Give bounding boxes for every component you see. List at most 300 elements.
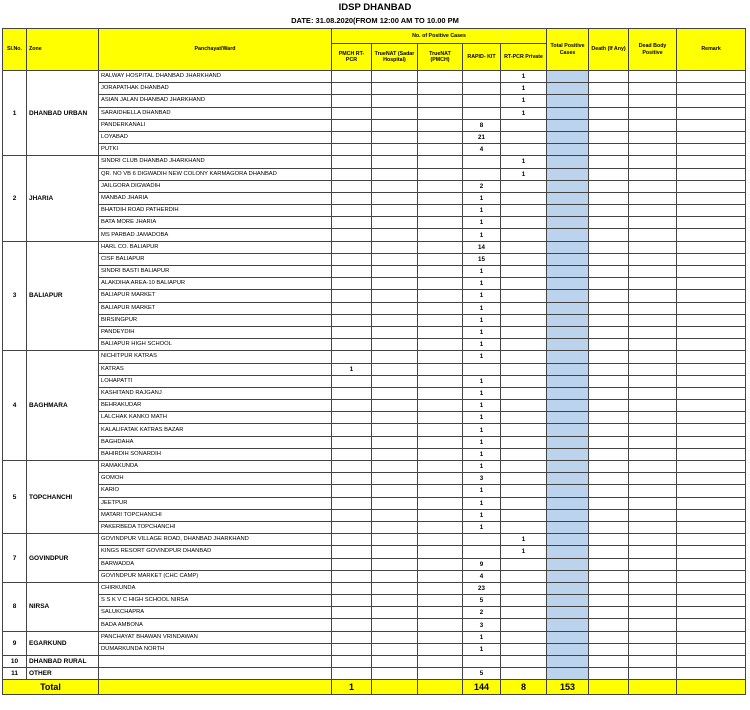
cell-tn-sadar (372, 534, 418, 546)
death-cell (589, 339, 629, 351)
table-row (3, 534, 746, 546)
table-row (3, 595, 746, 607)
death-cell (589, 351, 629, 363)
ward-name: BARWADDA (99, 558, 332, 570)
cell-rtpcr-pvt (501, 302, 547, 314)
cell-tn-pmch (418, 290, 463, 302)
dead-body-cell (629, 473, 677, 485)
remark-cell (677, 558, 746, 570)
remark-cell (677, 375, 746, 387)
cell-tn-sadar (372, 607, 418, 619)
death-cell (589, 448, 629, 460)
remark-cell (677, 253, 746, 265)
death-cell (589, 131, 629, 143)
dead-body-cell (629, 448, 677, 460)
cell-tn-pmch (418, 180, 463, 192)
death-cell (589, 534, 629, 546)
dead-body-cell (629, 278, 677, 290)
cell-rapid: 1 (463, 497, 501, 509)
table-row (3, 546, 746, 558)
table-row (3, 339, 746, 351)
dead-body-cell (629, 253, 677, 265)
ward-name: ASIAN JALAN DHANBAD JHARKHAND (99, 95, 332, 107)
total-positive-cell (547, 205, 589, 217)
zone-name: GOVINDPUR (27, 534, 99, 583)
ward-name: RALWAY HOSPITAL DHANBAD JHARKHAND (99, 71, 332, 83)
total-positive-cell (547, 131, 589, 143)
cell-tn-sadar (372, 278, 418, 290)
cell-rtpcr-pvt (501, 387, 547, 399)
table-row (3, 461, 746, 473)
table-row (3, 192, 746, 204)
remark-cell (677, 582, 746, 594)
zone-slno: 1 (3, 71, 27, 156)
cell-tn-sadar (372, 656, 418, 668)
death-cell (589, 253, 629, 265)
cell-pmch (332, 156, 372, 168)
remark-cell (677, 180, 746, 192)
ward-name: QR. NO VB 6 DIGWADIH NEW COLONY KARMAGORA DHANBAD (99, 168, 332, 180)
death-cell (589, 631, 629, 643)
cell-tn-sadar (372, 71, 418, 83)
cell-rtpcr-pvt (501, 119, 547, 131)
cell-tn-pmch (418, 509, 463, 521)
ward-name: RAMAKUNDA (99, 461, 332, 473)
cell-rapid: 1 (463, 314, 501, 326)
total-positive-cell (547, 631, 589, 643)
ward-name: BALIAPUR HIGH SCHOOL (99, 339, 332, 351)
zone-slno: 3 (3, 241, 27, 351)
cell-pmch (332, 448, 372, 460)
total-positive-cell (547, 497, 589, 509)
ward-name: HARL CO. BALIAPUR (99, 241, 332, 253)
death-cell (589, 668, 629, 680)
total-positive-cell (547, 473, 589, 485)
cell-pmch (332, 119, 372, 131)
total-positive-cell (547, 326, 589, 338)
remark-cell (677, 521, 746, 533)
remark-cell (677, 497, 746, 509)
death-cell (589, 497, 629, 509)
cell-pmch (332, 521, 372, 533)
table-row (3, 643, 746, 655)
dead-body-cell (629, 217, 677, 229)
total-positive-cell (547, 400, 589, 412)
cell-tn-sadar (372, 363, 418, 375)
dead-body-cell (629, 461, 677, 473)
cell-rtpcr-pvt (501, 180, 547, 192)
cell-pmch (332, 107, 372, 119)
table-row (3, 619, 746, 631)
table-row (3, 473, 746, 485)
table-row (3, 205, 746, 217)
remark-cell (677, 509, 746, 521)
total-positive-cell (547, 546, 589, 558)
cell-tn-pmch (418, 424, 463, 436)
death-cell (589, 521, 629, 533)
table-row (3, 521, 746, 533)
total-ward-cell (99, 680, 332, 695)
cell-rapid: 1 (463, 387, 501, 399)
cell-rtpcr-pvt: 1 (501, 71, 547, 83)
cell-rapid: 23 (463, 582, 501, 594)
cell-rapid: 5 (463, 668, 501, 680)
total-positive-cell (547, 387, 589, 399)
table-row (3, 448, 746, 460)
remark-cell (677, 290, 746, 302)
cell-pmch (332, 461, 372, 473)
remark-cell (677, 278, 746, 290)
dead-body-cell (629, 424, 677, 436)
ward-name: BALIAPUR MARKET (99, 290, 332, 302)
cell-pmch (332, 375, 372, 387)
cell-tn-pmch (418, 95, 463, 107)
cell-pmch (332, 668, 372, 680)
header-truenat-sadar: TrueNAT (Sadar Hospital) (372, 44, 418, 71)
dead-body-cell (629, 558, 677, 570)
ward-name: ALAKDIHA AREA-10 BALIAPUR (99, 278, 332, 290)
death-cell (589, 400, 629, 412)
cell-rtpcr-pvt (501, 473, 547, 485)
zone-name: EGARKUND (27, 631, 99, 655)
cell-pmch (332, 534, 372, 546)
ward-name: GOVINDPUR MARKET (CHC CAMP) (99, 570, 332, 582)
cell-tn-pmch (418, 521, 463, 533)
cell-rapid: 4 (463, 144, 501, 156)
total-positive-cell (547, 363, 589, 375)
dead-body-cell (629, 326, 677, 338)
cell-rtpcr-pvt (501, 436, 547, 448)
zone-name: BALIAPUR (27, 241, 99, 351)
dead-body-cell (629, 668, 677, 680)
ward-name: DUMARKUNDA NORTH (99, 643, 332, 655)
cell-rtpcr-pvt (501, 375, 547, 387)
table-row (3, 607, 746, 619)
cell-rtpcr-pvt (501, 339, 547, 351)
table-row (3, 95, 746, 107)
cell-rapid: 3 (463, 473, 501, 485)
death-cell (589, 387, 629, 399)
table-row (3, 424, 746, 436)
cell-rtpcr-pvt (501, 497, 547, 509)
dead-body-cell (629, 351, 677, 363)
total-death (589, 680, 629, 695)
table-row (3, 314, 746, 326)
header-remark: Remark (677, 29, 746, 71)
total-positive-cell (547, 643, 589, 655)
dead-body-cell (629, 241, 677, 253)
dead-body-cell (629, 290, 677, 302)
cell-tn-sadar (372, 131, 418, 143)
cell-pmch (332, 400, 372, 412)
cell-tn-pmch (418, 436, 463, 448)
remark-cell (677, 95, 746, 107)
cell-rtpcr-pvt (501, 424, 547, 436)
ward-name: KASHITAND RAJGANJ (99, 387, 332, 399)
death-cell (589, 424, 629, 436)
dead-body-cell (629, 119, 677, 131)
death-cell (589, 290, 629, 302)
cell-rtpcr-pvt (501, 631, 547, 643)
dead-body-cell (629, 229, 677, 241)
cell-tn-sadar (372, 192, 418, 204)
table-row (3, 180, 746, 192)
cell-rtpcr-pvt (501, 192, 547, 204)
remark-cell (677, 326, 746, 338)
header-positive-group: No. of Positive Cases (332, 29, 547, 44)
dead-body-cell (629, 534, 677, 546)
cell-tn-sadar (372, 119, 418, 131)
header-zone: Zone (27, 29, 99, 71)
table-row (3, 71, 746, 83)
header-row-1 (3, 29, 746, 44)
cell-pmch (332, 83, 372, 95)
total-positive-cell (547, 521, 589, 533)
total-rapid: 144 (463, 680, 501, 695)
cell-pmch (332, 436, 372, 448)
cell-rapid (463, 363, 501, 375)
cell-tn-sadar (372, 546, 418, 558)
cell-rapid: 1 (463, 436, 501, 448)
cell-tn-pmch (418, 546, 463, 558)
ward-name: PAKERBEDA TOPCHANCHI (99, 521, 332, 533)
cell-rapid: 21 (463, 131, 501, 143)
cell-rapid: 8 (463, 119, 501, 131)
ward-name: CHIRKUNDA (99, 582, 332, 594)
table-row (3, 375, 746, 387)
cell-tn-pmch (418, 387, 463, 399)
death-cell (589, 546, 629, 558)
cell-tn-pmch (418, 570, 463, 582)
cell-rapid: 1 (463, 509, 501, 521)
total-positive-cell (547, 412, 589, 424)
cell-rapid: 1 (463, 485, 501, 497)
remark-cell (677, 131, 746, 143)
total-remark (677, 680, 746, 695)
cell-tn-sadar (372, 631, 418, 643)
death-cell (589, 412, 629, 424)
cell-tn-pmch (418, 400, 463, 412)
cell-tn-sadar (372, 314, 418, 326)
cell-rtpcr-pvt (501, 656, 547, 668)
cell-rtpcr-pvt (501, 351, 547, 363)
death-cell (589, 509, 629, 521)
total-positive-cell (547, 607, 589, 619)
ward-name: SALUKCHAPRA (99, 607, 332, 619)
dead-body-cell (629, 192, 677, 204)
total-positive-cell (547, 156, 589, 168)
total-positive-cell (547, 144, 589, 156)
cell-pmch (332, 266, 372, 278)
cell-pmch (332, 619, 372, 631)
cell-rapid: 1 (463, 302, 501, 314)
zone-name: DHANBAD URBAN (27, 71, 99, 156)
cell-tn-pmch (418, 326, 463, 338)
death-cell (589, 436, 629, 448)
dead-body-cell (629, 570, 677, 582)
dead-body-cell (629, 497, 677, 509)
death-cell (589, 83, 629, 95)
table-row (3, 229, 746, 241)
cell-tn-sadar (372, 205, 418, 217)
cell-pmch (332, 290, 372, 302)
cell-tn-sadar (372, 107, 418, 119)
cell-tn-sadar (372, 412, 418, 424)
remark-cell (677, 485, 746, 497)
remark-cell (677, 192, 746, 204)
cell-rtpcr-pvt (501, 448, 547, 460)
remark-cell (677, 107, 746, 119)
cell-tn-pmch (418, 656, 463, 668)
cell-pmch (332, 217, 372, 229)
cell-tn-pmch (418, 241, 463, 253)
ward-name: PANCHAYAT BHAWAN VRINDAWAN (99, 631, 332, 643)
header-truenat-pmch: TrueNAT (PMCH) (418, 44, 463, 71)
cell-rtpcr-pvt (501, 241, 547, 253)
total-dead-body (629, 680, 677, 695)
remark-cell (677, 448, 746, 460)
cell-rapid: 1 (463, 351, 501, 363)
dead-body-cell (629, 302, 677, 314)
zone-slno: 8 (3, 582, 27, 631)
cell-pmch (332, 144, 372, 156)
cell-pmch (332, 205, 372, 217)
cell-rtpcr-pvt (501, 290, 547, 302)
cell-pmch (332, 351, 372, 363)
cell-rtpcr-pvt (501, 217, 547, 229)
ward-name: KALALIFATAK KATRAS BAZAR (99, 424, 332, 436)
ward-name: PUTKI (99, 144, 332, 156)
cell-pmch (332, 387, 372, 399)
cell-rapid: 1 (463, 266, 501, 278)
table-row (3, 302, 746, 314)
cell-rtpcr-pvt (501, 253, 547, 265)
cell-tn-pmch (418, 363, 463, 375)
remark-cell (677, 119, 746, 131)
cell-tn-pmch (418, 119, 463, 131)
ward-name: KATRAS (99, 363, 332, 375)
dead-body-cell (629, 144, 677, 156)
total-positive-cell (547, 375, 589, 387)
remark-cell (677, 534, 746, 546)
total-positive-cell (547, 339, 589, 351)
cell-pmch (332, 582, 372, 594)
cell-pmch (332, 229, 372, 241)
remark-cell (677, 400, 746, 412)
cell-tn-pmch (418, 619, 463, 631)
remark-cell (677, 668, 746, 680)
cell-tn-pmch (418, 631, 463, 643)
ward-name: LALCHAK KANKO MATH (99, 412, 332, 424)
cell-rapid: 9 (463, 558, 501, 570)
table-row (3, 631, 746, 643)
cell-pmch (332, 546, 372, 558)
cell-rapid: 1 (463, 400, 501, 412)
cell-pmch (332, 192, 372, 204)
death-cell (589, 607, 629, 619)
ward-name: BHATDIH ROAD PATHERDIH (99, 205, 332, 217)
table-row (3, 363, 746, 375)
cell-rtpcr-pvt: 1 (501, 95, 547, 107)
zone-slno: 4 (3, 351, 27, 461)
remark-cell (677, 631, 746, 643)
death-cell (589, 71, 629, 83)
zone-slno: 7 (3, 534, 27, 583)
cell-tn-sadar (372, 521, 418, 533)
death-cell (589, 217, 629, 229)
death-cell (589, 314, 629, 326)
cell-tn-sadar (372, 497, 418, 509)
cell-rapid: 15 (463, 253, 501, 265)
table-row (3, 485, 746, 497)
cell-rtpcr-pvt (501, 619, 547, 631)
table-row (3, 326, 746, 338)
dead-body-cell (629, 521, 677, 533)
ward-name: KINGS RESORT GOVINDPUR DHANBAD (99, 546, 332, 558)
dead-body-cell (629, 412, 677, 424)
cell-rtpcr-pvt: 1 (501, 83, 547, 95)
table-row (3, 582, 746, 594)
remark-cell (677, 546, 746, 558)
cell-tn-sadar (372, 436, 418, 448)
header-dead-body: Dead Body Positive (629, 29, 677, 71)
dead-body-cell (629, 95, 677, 107)
cell-tn-pmch (418, 168, 463, 180)
ward-name: LOHAPATTI (99, 375, 332, 387)
cell-tn-pmch (418, 497, 463, 509)
dead-body-cell (629, 314, 677, 326)
total-positive-cell (547, 95, 589, 107)
ward-name: BAGHDAHA (99, 436, 332, 448)
cell-rapid: 1 (463, 424, 501, 436)
cell-tn-sadar (372, 253, 418, 265)
remark-cell (677, 461, 746, 473)
zone-slno: 9 (3, 631, 27, 655)
dead-body-cell (629, 266, 677, 278)
cell-tn-pmch (418, 595, 463, 607)
remark-cell (677, 339, 746, 351)
remark-cell (677, 71, 746, 83)
cell-pmch: 1 (332, 363, 372, 375)
total-positive-cell (547, 229, 589, 241)
cell-tn-pmch (418, 156, 463, 168)
total-positive-cell (547, 619, 589, 631)
cell-pmch (332, 656, 372, 668)
cell-tn-sadar (372, 509, 418, 521)
cell-rtpcr-pvt (501, 363, 547, 375)
table-row (3, 156, 746, 168)
total-positive-cell (547, 570, 589, 582)
cell-tn-pmch (418, 412, 463, 424)
remark-cell (677, 643, 746, 655)
death-cell (589, 180, 629, 192)
cell-tn-pmch (418, 473, 463, 485)
table-row (3, 656, 746, 668)
total-positive-cell (547, 217, 589, 229)
ward-name: PANDERKANALI (99, 119, 332, 131)
death-cell (589, 656, 629, 668)
cell-rapid (463, 656, 501, 668)
cell-pmch (332, 424, 372, 436)
cell-pmch (332, 302, 372, 314)
death-cell (589, 570, 629, 582)
dead-body-cell (629, 205, 677, 217)
header-rapid-kit: RAPID- KIT (463, 44, 501, 71)
dead-body-cell (629, 375, 677, 387)
ward-name: NICHITPUR KATRAS (99, 351, 332, 363)
cell-tn-pmch (418, 229, 463, 241)
cell-tn-sadar (372, 595, 418, 607)
